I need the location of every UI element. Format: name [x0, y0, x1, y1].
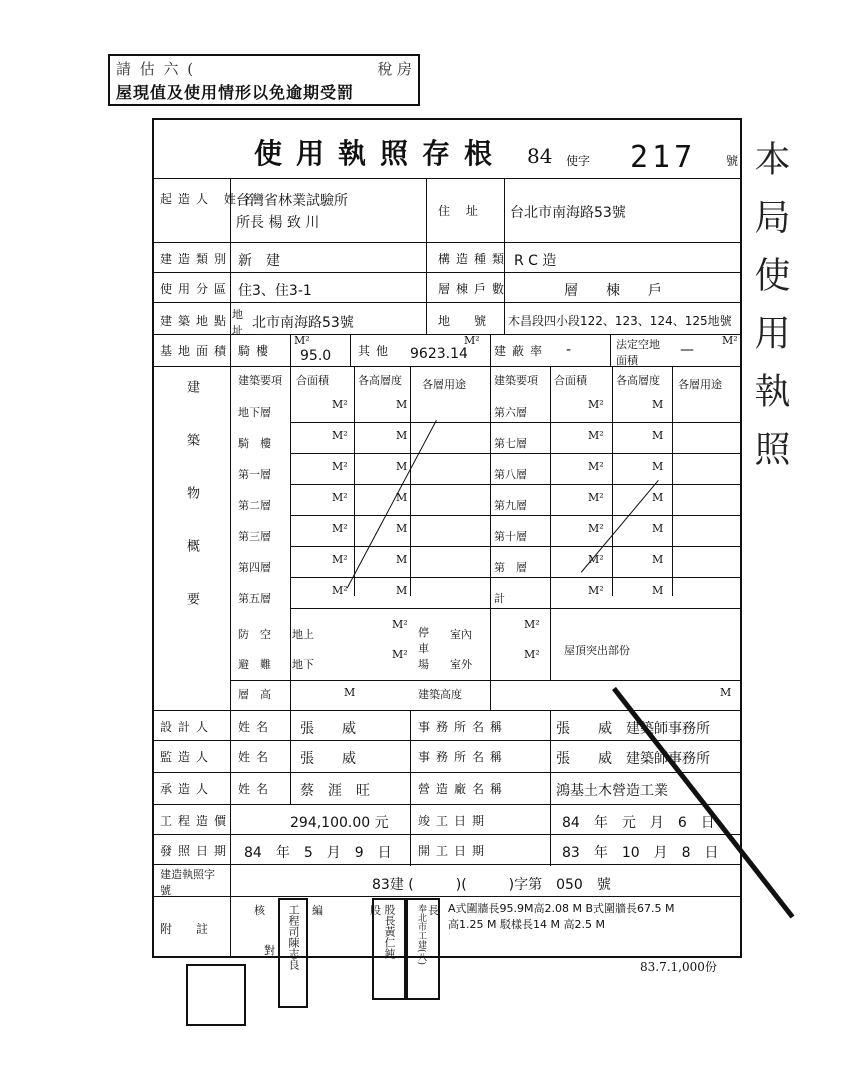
floor-height-unit-right: M: [652, 460, 664, 473]
row-line: [230, 680, 740, 681]
col-height-header: 各高層度: [358, 374, 402, 387]
coverage-label: 建蔽率: [494, 344, 549, 358]
area-other-value: 9623.14: [410, 346, 468, 362]
parking-out-unit: M²: [524, 648, 540, 661]
floor-label-left: 第五層: [238, 592, 271, 605]
row-line: [154, 864, 740, 865]
floor-label-left: 第三層: [238, 530, 271, 543]
row-line: [154, 804, 740, 805]
footer-print-info: 83.7.1,000份: [640, 960, 717, 974]
designer-office: 張 威 建築師事務所: [556, 721, 710, 737]
floor-height-unit-right: M: [652, 491, 664, 504]
parking-in: 室內: [450, 628, 472, 641]
col-line: [354, 366, 355, 596]
row-line: [290, 484, 490, 485]
col-line: [290, 366, 291, 710]
floor-label-right: 第八層: [494, 468, 527, 481]
applicant-value-2: 所長 楊 致 川: [236, 215, 320, 231]
floors-label: 層棟戶數: [438, 282, 511, 296]
build-type-value: 新 建: [238, 253, 280, 269]
floor-area-unit-left: M²: [332, 553, 348, 566]
height-label: 層 高: [238, 688, 271, 701]
col-line: [490, 366, 491, 710]
legal-value: —: [680, 342, 694, 358]
floor-height-unit-left: M: [396, 429, 408, 442]
floor-height-unit-left: M: [396, 398, 408, 411]
form-title: 使用執照存根: [254, 137, 507, 170]
contractor-name: 蔡 涯 旺: [300, 783, 370, 799]
row-line: [154, 710, 740, 711]
header-note-line1b: 稅 房: [377, 60, 412, 78]
shelter-label-1: 防 空: [238, 628, 271, 641]
sign-label: 對: [264, 944, 275, 957]
floor-height-unit-left: M: [396, 522, 408, 535]
zone-value: 住3、住3-1: [238, 283, 312, 299]
area-fu-label: 騎樓: [238, 344, 275, 358]
side-characters: 本局使用執照: [749, 140, 790, 488]
note-value-2: 高1.25 M 駁樣長14 M 高2.5 M: [448, 918, 605, 931]
row-line: [490, 546, 740, 547]
floor-area-unit-left: M²: [332, 429, 348, 442]
supervisor-label: 監造人: [160, 750, 215, 764]
issue-value: 84 年 5 月 9 日: [244, 845, 392, 861]
area-other-unit: M²: [464, 334, 480, 347]
zone-label: 使用分區: [160, 282, 233, 296]
col-line: [350, 334, 351, 366]
site-value: 北市南海路53號: [252, 315, 354, 331]
applicant-value-1: 台灣省林業試驗所: [236, 193, 348, 209]
floor-area-unit-right: M²: [588, 491, 604, 504]
floor-area-unit-right: M²: [588, 460, 604, 473]
col-line: [610, 334, 611, 366]
row-line: [154, 896, 740, 897]
col-item-header-right: 建築要項: [494, 374, 538, 387]
floor-area-unit-left: M²: [332, 398, 348, 411]
col-line: [550, 366, 551, 596]
cost-label: 工程造價: [160, 814, 233, 828]
col-line: [550, 596, 551, 680]
floor-label-left: 騎 樓: [238, 437, 271, 450]
structure-label: 構造種類: [438, 252, 511, 266]
shi-zi-label: 使字: [566, 154, 591, 168]
col-item-header: 建築要項: [238, 374, 282, 387]
contractor-factory-label: 營造廠名稱: [418, 782, 509, 796]
floors-value: 層 棟 戶: [564, 283, 662, 299]
designer-name: 張 威: [300, 721, 356, 737]
floor-area-unit-right: M²: [588, 398, 604, 411]
chief-stamp: [372, 898, 406, 1000]
floor-label-left: 第一層: [238, 468, 271, 481]
row-line: [290, 422, 490, 423]
stamp-inline-labels: 核 編 股 長: [254, 904, 457, 917]
row-line: [490, 608, 740, 609]
col-line: [612, 366, 613, 596]
shelter-above-unit: M²: [392, 618, 408, 631]
row-line: [154, 272, 740, 273]
floor-area-unit-left: M²: [332, 491, 348, 504]
floor-area-unit-right: M²: [588, 553, 604, 566]
start-label: 開工日期: [418, 844, 491, 858]
permit-number: 217: [630, 140, 697, 175]
applicant-label: 起造人 姓名: [160, 192, 260, 206]
lot-value: 木昌段四小段122、123、124、125地號: [508, 314, 732, 328]
floor-label-left: 第四層: [238, 561, 271, 574]
floor-height-unit-right: M: [652, 522, 664, 535]
area-label: 基地面積: [160, 344, 233, 358]
build-type-label: 建造類別: [160, 252, 233, 266]
floor-area-unit-right: M²: [588, 584, 604, 597]
col-line: [410, 366, 411, 596]
issue-label: 發照日期: [160, 844, 233, 858]
site-prefix: 地址: [232, 308, 243, 337]
lot-label: 地 號: [438, 314, 493, 328]
floor-area-unit-right: M²: [588, 429, 604, 442]
strike-line-left: [347, 420, 437, 588]
col-line: [490, 334, 491, 366]
floor-height-unit-left: M: [396, 460, 408, 473]
floor-label-right: 第 層: [494, 561, 527, 574]
approval-stamp-text: 奉北市工建(八): [416, 904, 426, 966]
floor-label-right: 第六層: [494, 406, 527, 419]
contractor-factory: 鴻基土木營造工業: [556, 783, 668, 799]
parking-out: 室外: [450, 658, 472, 671]
floor-label-right: 第九層: [494, 499, 527, 512]
row-line: [154, 242, 740, 243]
floor-height-unit-right: M: [652, 398, 664, 411]
col-line: [290, 710, 291, 804]
area-fu-unit: M²: [294, 334, 310, 347]
floor-height-unit-right: M: [652, 429, 664, 442]
shelter-below-unit: M²: [392, 648, 408, 661]
floor-height-unit-right: M: [652, 553, 664, 566]
floor-area-unit-left: M²: [332, 584, 348, 597]
shelter-above: 地上: [292, 628, 314, 641]
header-note-line1: 請 估 六 (: [116, 60, 196, 78]
col-area-header: 合面積: [296, 374, 329, 387]
row-line: [490, 577, 740, 578]
building-section-label: 建築物概要: [184, 380, 199, 645]
row-line: [154, 178, 740, 179]
note-label: 附 註: [160, 922, 215, 936]
row-line: [290, 453, 490, 454]
parking-in-unit: M²: [524, 618, 540, 631]
row-line: [490, 453, 740, 454]
row-line: [290, 577, 490, 578]
col-line: [550, 710, 551, 866]
floor-area-unit-right: M²: [588, 522, 604, 535]
col-use-header-right: 各層用途: [678, 378, 722, 391]
supervisor-name: 張 威: [300, 751, 356, 767]
designer-name-label: 姓名: [238, 720, 275, 734]
completion-label: 竣工日期: [418, 814, 491, 828]
designer-office-label: 事務所名稱: [418, 720, 509, 734]
floor-area-unit-left: M²: [332, 522, 348, 535]
row-line: [490, 422, 740, 423]
supervisor-name-label: 姓名: [238, 750, 275, 764]
site-label: 建築地點: [160, 314, 233, 328]
chief-stamp-text: 股長黃仁鈍: [383, 904, 396, 959]
header-note: [108, 54, 420, 106]
floor-label-right: 第十層: [494, 530, 527, 543]
note-value-1: A式圍牆長95.9M高2.08 M B式圍牆長67.5 M: [448, 902, 675, 915]
row-line: [490, 515, 740, 516]
floor-label-left: 地下層: [238, 406, 271, 419]
engineer-stamp-text: 工程司陳志良: [287, 904, 300, 970]
parking-label: 停車場: [418, 626, 429, 671]
area-other-label: 其他: [358, 344, 395, 358]
col-line: [290, 334, 291, 366]
supervisor-office-label: 事務所名稱: [418, 750, 509, 764]
floor-height-unit-left: M: [396, 553, 408, 566]
floor-label-right: 計: [494, 592, 505, 605]
col-line: [410, 710, 411, 866]
official-seal-icon: [186, 964, 246, 1026]
permit-value: 83建 ( )( )字第 050 號: [372, 877, 611, 893]
row-line: [290, 515, 490, 516]
row-line: [154, 772, 740, 773]
floor-label-right: 第七層: [494, 437, 527, 450]
floor-area-unit-left: M²: [332, 460, 348, 473]
address-label: 住 址: [438, 204, 484, 218]
shelter-label-2: 避 難: [238, 658, 271, 671]
roof-label: 屋頂突出部份: [564, 644, 630, 657]
designer-label: 設計人: [160, 720, 215, 734]
start-value: 83 年 10 月 8 日: [562, 845, 719, 861]
row-line: [490, 484, 740, 485]
approval-stamp: [406, 898, 440, 1000]
legal-unit: M²: [722, 334, 738, 347]
year-prefix: 84: [527, 144, 553, 168]
col-area-header-right: 合面積: [554, 374, 587, 387]
shelter-below: 地下: [292, 658, 314, 671]
build-height-unit: M: [720, 686, 732, 699]
area-fu-value: 95.0: [300, 348, 332, 364]
legal-label: 法定空地面積: [616, 338, 660, 367]
floor-height-unit-left: M: [396, 584, 408, 597]
cost-value: 294,100.00 元: [290, 815, 389, 831]
hao-label: 號: [725, 154, 738, 168]
header-note-line2: 屋現值及使用情形以免逾期受罰: [116, 83, 355, 102]
supervisor-office: 張 威 建築師事務所: [556, 751, 710, 767]
engineer-stamp: [278, 898, 308, 1008]
col-use-header: 各層用途: [422, 378, 466, 391]
col-line: [426, 178, 427, 334]
build-height-label: 建築高度: [418, 688, 462, 701]
floor-label-left: 第二層: [238, 499, 271, 512]
contractor-name-label: 姓名: [238, 782, 275, 796]
row-line: [290, 608, 490, 609]
completion-value: 84 年 元 月 6 日: [562, 815, 715, 831]
col-line: [672, 366, 673, 596]
row-line: [154, 834, 740, 835]
permit-label: 建造執照字號: [160, 868, 215, 897]
structure-value: R C 造: [514, 253, 557, 269]
row-line: [290, 546, 490, 547]
coverage-value: -: [566, 342, 572, 358]
row-line: [154, 302, 740, 303]
contractor-label: 承造人: [160, 782, 215, 796]
col-height-header-right: 各高層度: [616, 374, 660, 387]
floor-height-unit-right: M: [652, 584, 664, 597]
address-value: 台北市南海路53號: [510, 205, 626, 221]
floor-height-unit-left: M: [396, 491, 408, 504]
height-value: M: [344, 686, 356, 699]
